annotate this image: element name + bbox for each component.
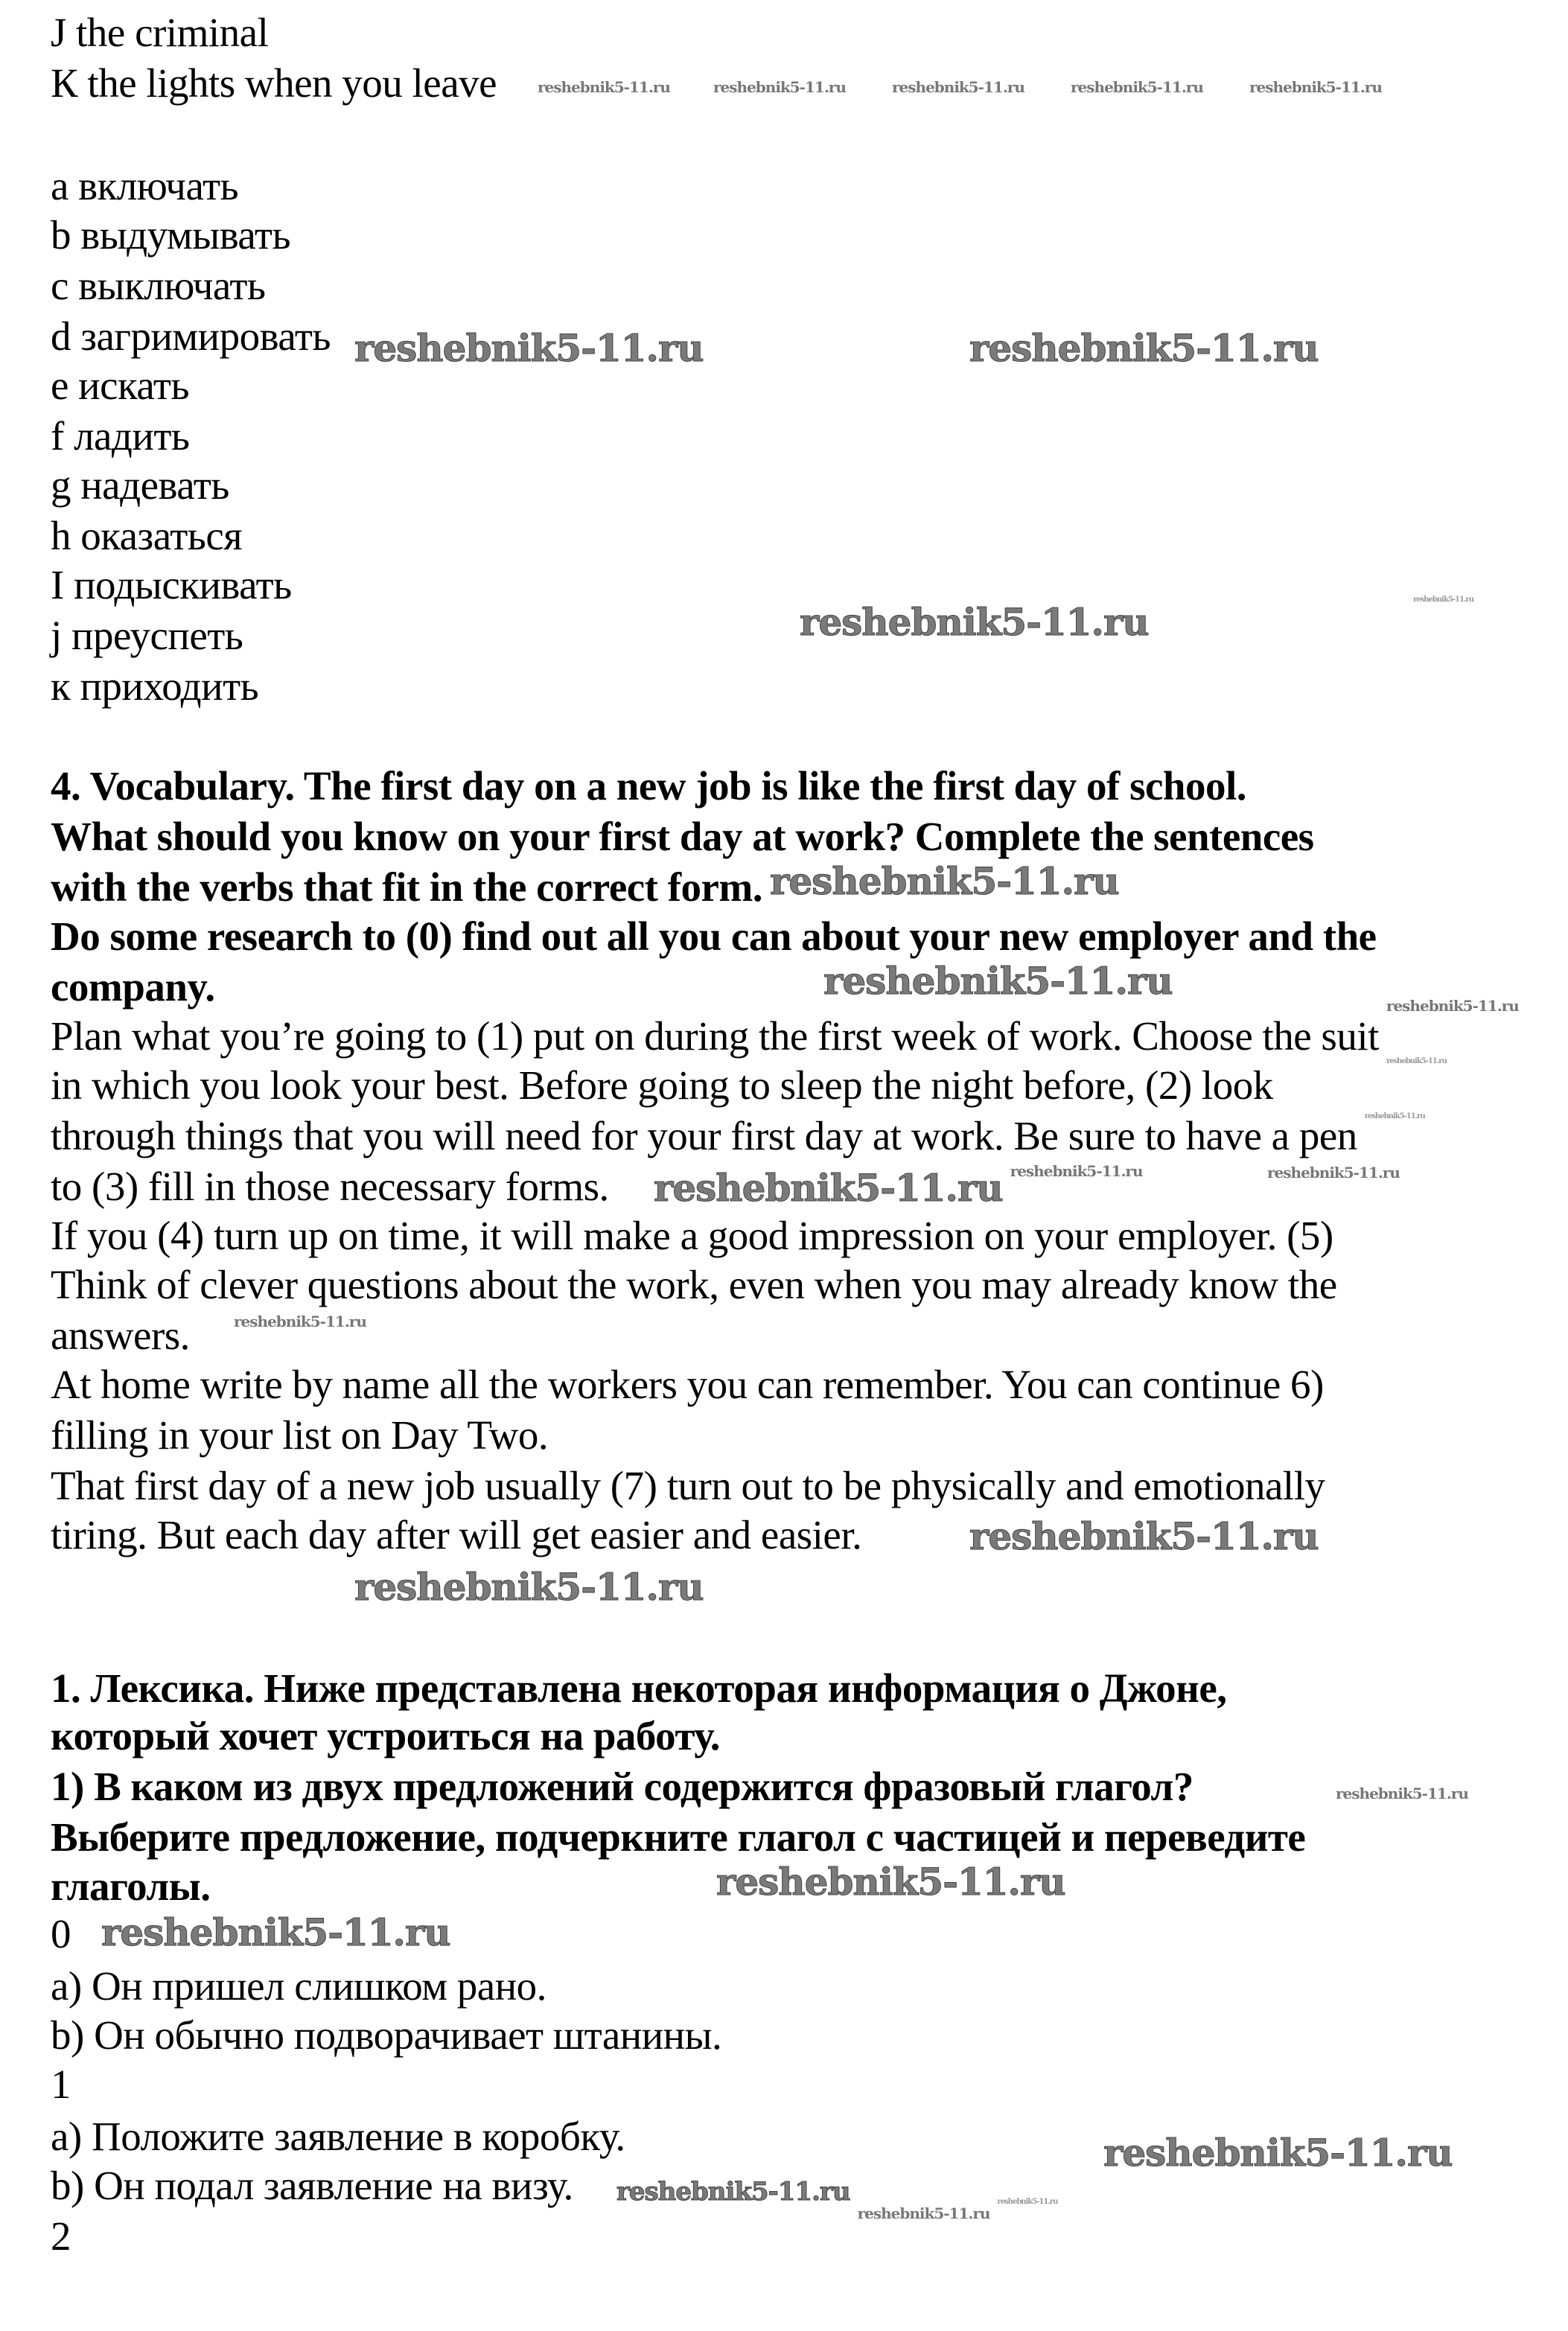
heading-line: Выберите предложение, подчеркните глагол с частицей и переведите [51, 1814, 1306, 1860]
text-line: to (3) fill in those necessary forms. [51, 1164, 609, 1209]
text-line: answers. [51, 1313, 190, 1358]
text-line: a включать [51, 163, 239, 208]
watermark-text: reshebnik5-11.ru [969, 326, 1319, 370]
watermark-text: reshebnik5-11.ru [713, 78, 846, 96]
text-line: g надевать [51, 462, 229, 508]
text-line: At home write by name all the workers you can remember. You can continue 6) [51, 1362, 1324, 1407]
text-line: f ладить [51, 413, 190, 459]
watermark-text: reshebnik5-11.ru [823, 959, 1173, 1003]
text-line: tiring. But each day after will get easier and easier. [51, 1512, 862, 1557]
watermark-text: reshebnik5-11.ru [1386, 997, 1519, 1015]
text-line: j преуспеть [51, 613, 243, 658]
text-line: filling in your list on Day Two. [51, 1412, 549, 1458]
watermark-text: reshebnik5-11.ru [1364, 1112, 1425, 1120]
watermark-text: reshebnik5-11.ru [857, 2204, 990, 2222]
text-line: Think of clever questions about the work, even when you may already know the [51, 1262, 1337, 1307]
watermark-text: reshebnik5-11.ru [354, 1565, 704, 1609]
text-line: J the criminal [51, 10, 269, 55]
watermark-text: reshebnik5-11.ru [1386, 1057, 1447, 1065]
text-line: in which you look your best. Before going to sleep the night before, (2) look [51, 1062, 1273, 1108]
text-line: a) Он пришел слишком рано. [51, 1963, 546, 2009]
watermark-text: reshebnik5-11.ru [1103, 2131, 1453, 2175]
text-line: к приходить [51, 663, 259, 709]
text-line: I подыскивать [51, 562, 292, 608]
text-line: a) Положите заявление в коробку. [51, 2114, 625, 2159]
heading-line: который хочет устроиться на работу. [51, 1713, 720, 1758]
text-line: through things that you will need for your first day at work. Be sure to have a pen [51, 1113, 1357, 1158]
watermark-text: reshebnik5-11.ru [1071, 78, 1203, 96]
watermark-text: reshebnik5-11.ru [354, 326, 704, 370]
watermark-text: reshebnik5-11.ru [234, 1313, 366, 1330]
watermark-text: reshebnik5-11.ru [538, 78, 670, 96]
heading-line: with the verbs that fit in the correct form. [51, 864, 763, 910]
text-line: Plan what you’re going to (1) put on during the first week of work. Choose the suit [51, 1013, 1379, 1059]
watermark-text: reshebnik5-11.ru [800, 600, 1149, 644]
watermark-text: reshebnik5-11.ru [770, 859, 1119, 903]
watermark-text: reshebnik5-11.ru [1267, 1164, 1400, 1182]
text-line: d загримировать [51, 313, 331, 359]
watermark-text: reshebnik5-11.ru [716, 1860, 1065, 1904]
text-line: b выдумывать [51, 212, 291, 258]
heading-line: What should you know on your first day at work? Complete the sentences [51, 814, 1314, 859]
text-line: b) Он обычно подворачивает штанины. [51, 2012, 722, 2058]
heading-line: company. [51, 964, 215, 1010]
watermark-text: reshebnik5-11.ru [1249, 78, 1382, 96]
text-line: К the lights when you leave [51, 60, 497, 106]
watermark-text: reshebnik5-11.ru [101, 1910, 450, 1954]
heading-line: 4. Vocabulary. The first day on a new job is like the first day of school. [51, 763, 1247, 809]
text-line: h оказаться [51, 513, 243, 558]
text-line: If you (4) turn up on time, it will make a good impression on your employer. (5) [51, 1213, 1333, 1258]
heading-line: 1) В каком из двух предложений содержится фразовый глагол? [51, 1764, 1193, 1809]
watermark-text: reshebnik5-11.ru [1413, 596, 1473, 604]
heading-line: глаголы. [51, 1863, 211, 1909]
text-line: That first day of a new job usually (7) turn out to be physically and emotionally [51, 1463, 1325, 1508]
watermark-text: reshebnik5-11.ru [1010, 1162, 1143, 1180]
watermark-text: reshebnik5-11.ru [616, 2177, 850, 2207]
text-line: e искать [51, 363, 190, 408]
heading-line: Do some research to (0) find out all you can about your new employer and the [51, 913, 1377, 959]
text-line: 2 [51, 2213, 71, 2259]
text-line: b) Он подал заявление на визу. [51, 2163, 573, 2208]
text-line: c выключать [51, 263, 266, 308]
watermark-text: reshebnik5-11.ru [997, 2198, 1058, 2206]
heading-line: 1. Лексика. Ниже представлена некоторая информация о Джоне, [51, 1665, 1227, 1711]
text-line: 1 [51, 2061, 71, 2107]
watermark-text: reshebnik5-11.ru [892, 78, 1024, 96]
watermark-text: reshebnik5-11.ru [654, 1166, 1003, 1210]
text-line: 0 [51, 1911, 71, 1957]
watermark-text: reshebnik5-11.ru [969, 1514, 1319, 1558]
watermark-text: reshebnik5-11.ru [1336, 1785, 1468, 1802]
